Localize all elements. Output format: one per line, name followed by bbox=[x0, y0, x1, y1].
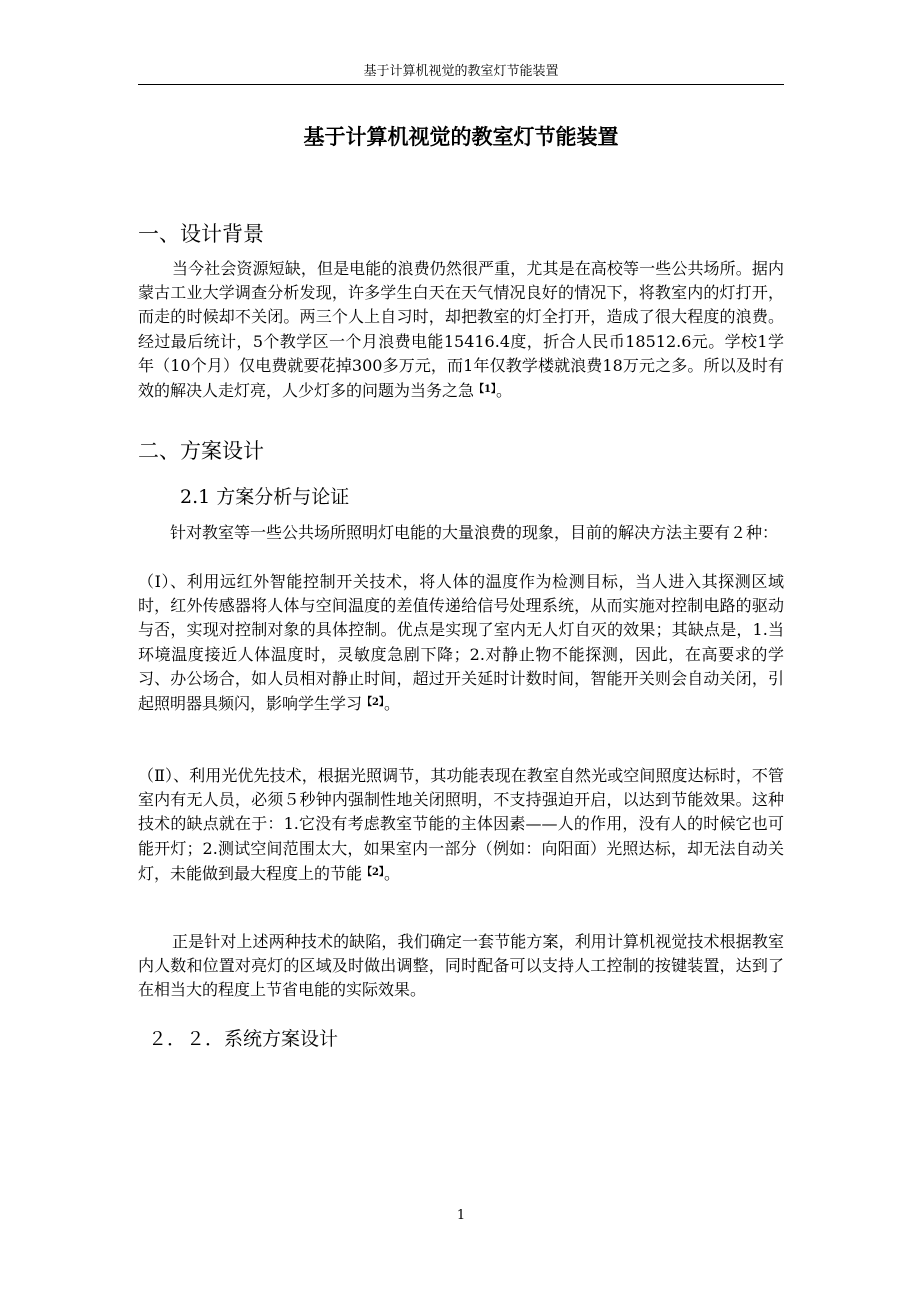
citation-2a: 【2】 bbox=[362, 697, 384, 709]
subsection-heading-system-design: ２．２．系统方案设计 bbox=[148, 1028, 339, 1050]
subsection-heading-analysis: 2.1 方案分析与论证 bbox=[180, 486, 350, 508]
running-header-title: 基于计算机视觉的教室灯节能装置 bbox=[363, 64, 559, 79]
page-number: 1 bbox=[456, 1208, 466, 1223]
method-2-tail: 。 bbox=[383, 863, 400, 883]
citation-2b: 【2】 bbox=[362, 866, 384, 878]
running-header bbox=[138, 62, 784, 85]
section-heading-background: 一、设计背景 bbox=[138, 222, 264, 246]
method-2-text: （Ⅱ）、利用光优先技术，根据光照调节，其功能表现在教室自然光或空间照度达标时，不管室内有无人员，必须５秒钟内强制性地关闭照明，不支持强迫开启，以达到节能效果。这种技术的缺点就在于：1.它没有考虑教室节能的主体因素——人的作用，没有人的时候它也可能开灯；2.测试空间范围太大，如果室内一部分（例如：向阳面）光照达标，却无法自动关灯，未能做到最大程度上的节能 bbox=[138, 766, 784, 883]
method-1-text: （Ⅰ）、利用远红外智能控制开关技术，将人体的温度作为检测目标，当人进入其探测区域时，红外传感器将人体与空间温度的差值传递给信号处理系统，从而实施对控制电路的驱动与否，实现对控制对象的具体控制。优点是实现了室内无人灯自灭的效果；其缺点是，1.当环境温度接近人体温度时，灵敏度急剧下降；2.对静止物不能探测，因此，在高要求的学习、办公场合，如人员相对静止时间，超过开关延时计数时间，智能开关则会自动关闭，引起照明器具频闪，影响学生学习 bbox=[138, 572, 784, 714]
analysis-intro-paragraph: 针对教室等一些公共场所照明灯电能的大量浪费的现象，目前的解决方法主要有２种： bbox=[170, 523, 779, 542]
method-1-paragraph bbox=[138, 570, 784, 716]
section-heading-design: 二、方案设计 bbox=[138, 439, 264, 463]
background-text: 当今社会资源短缺，但是电能的浪费仍然很严重，尤其是在高校等一些公共场所。据内蒙古工业大学调查分析发现，许多学生白天在天气情况良好的情况下，将教室内的灯打开，而走的时候却不关闭。两三个人上自习时，却把教室的灯全打开，造成了很大程度的浪费。经过最后统计，5个教学区一个月浪费电能15416.4度，折合人民币18512.6元。学校1学年（10个月）仅电费就要花掉300多万元，而1年仅教学楼就浪费18万元之多。所以及时有效的解决人走灯亮，人少灯多的问题为当务之急 bbox=[138, 259, 784, 401]
document-title: 基于计算机视觉的教室灯节能装置 bbox=[303, 125, 619, 149]
method-2-paragraph bbox=[138, 764, 784, 886]
method-1-tail: 。 bbox=[383, 694, 400, 714]
conclusion-paragraph: 正是针对上述两种技术的缺陷，我们确定一套节能方案，利用计算机视觉技术根据教室内人数和位置对亮灯的区域及时做出调整，同时配备可以支持人工控制的按键装置，达到了在相当大的程度上节省电能的实际效果。 bbox=[138, 932, 784, 1000]
citation-1: 【1】 bbox=[474, 384, 496, 396]
background-paragraph bbox=[138, 257, 784, 403]
background-tail: 。 bbox=[495, 381, 512, 401]
